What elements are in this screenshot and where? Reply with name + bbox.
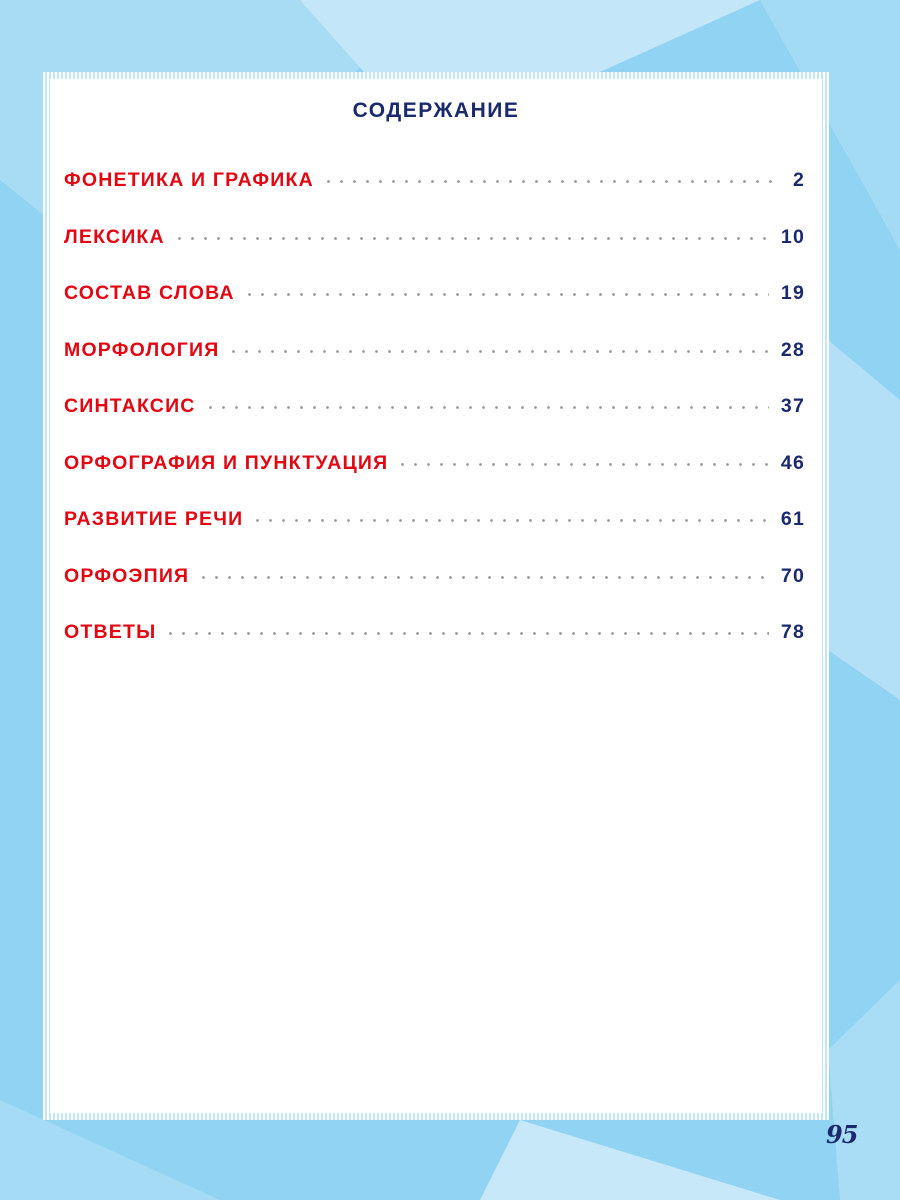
toc-entry-title: ОРФОГРАФИЯ И ПУНКТУАЦИЯ	[64, 451, 389, 474]
toc-entry-title: РАЗВИТИЕ РЕЧИ	[64, 508, 244, 530]
toc-entry-page-number: 46	[780, 451, 805, 474]
toc-entry[interactable]	[64, 282, 805, 339]
toc-entry-page-number: 10	[780, 225, 805, 248]
toc-entry-page-number: 37	[780, 395, 805, 417]
contents-page	[43, 72, 829, 1120]
leader-dots	[251, 519, 769, 522]
toc-entry-title: МОРФОЛОГИЯ	[64, 338, 220, 361]
toc-entry[interactable]	[64, 452, 805, 509]
page-number: 95	[826, 1120, 858, 1149]
toc-entry-title: ОТВЕТЫ	[64, 621, 157, 643]
page-title: СОДЕРЖАНИЕ	[352, 99, 520, 122]
toc-entry-title: СОСТАВ СЛОВА	[64, 282, 235, 304]
toc-entry-title: ЛЕКСИКА	[64, 225, 165, 248]
leader-dots	[197, 576, 769, 579]
leader-dots	[243, 293, 769, 296]
leader-dots	[227, 350, 768, 353]
toc-entry-page-number: 28	[780, 338, 805, 361]
toc-entry[interactable]	[64, 339, 805, 396]
toc-entry[interactable]	[64, 621, 805, 678]
leader-dots	[204, 406, 769, 409]
toc-entry-page-number: 78	[780, 621, 805, 643]
toc-entry[interactable]	[64, 508, 805, 565]
toc-entry-page-number: 70	[780, 564, 805, 587]
toc-entry-title: СИНТАКСИС	[64, 395, 196, 417]
table-of-contents	[64, 169, 805, 678]
toc-entry-title: ФОНЕТИКА И ГРАФИКА	[64, 169, 314, 191]
toc-entry-page-number: 19	[780, 282, 805, 304]
toc-entry[interactable]	[64, 395, 805, 452]
leader-dots	[396, 463, 769, 466]
toc-entry[interactable]	[64, 565, 805, 622]
toc-entry[interactable]	[64, 226, 805, 283]
toc-entry-page-number: 2	[792, 169, 805, 191]
toc-entry[interactable]	[64, 169, 805, 226]
toc-entry-page-number: 61	[780, 508, 805, 530]
leader-dots	[173, 237, 769, 240]
toc-entry-title: ОРФОЭПИЯ	[64, 564, 190, 587]
leader-dots	[164, 632, 769, 635]
leader-dots	[322, 180, 781, 183]
